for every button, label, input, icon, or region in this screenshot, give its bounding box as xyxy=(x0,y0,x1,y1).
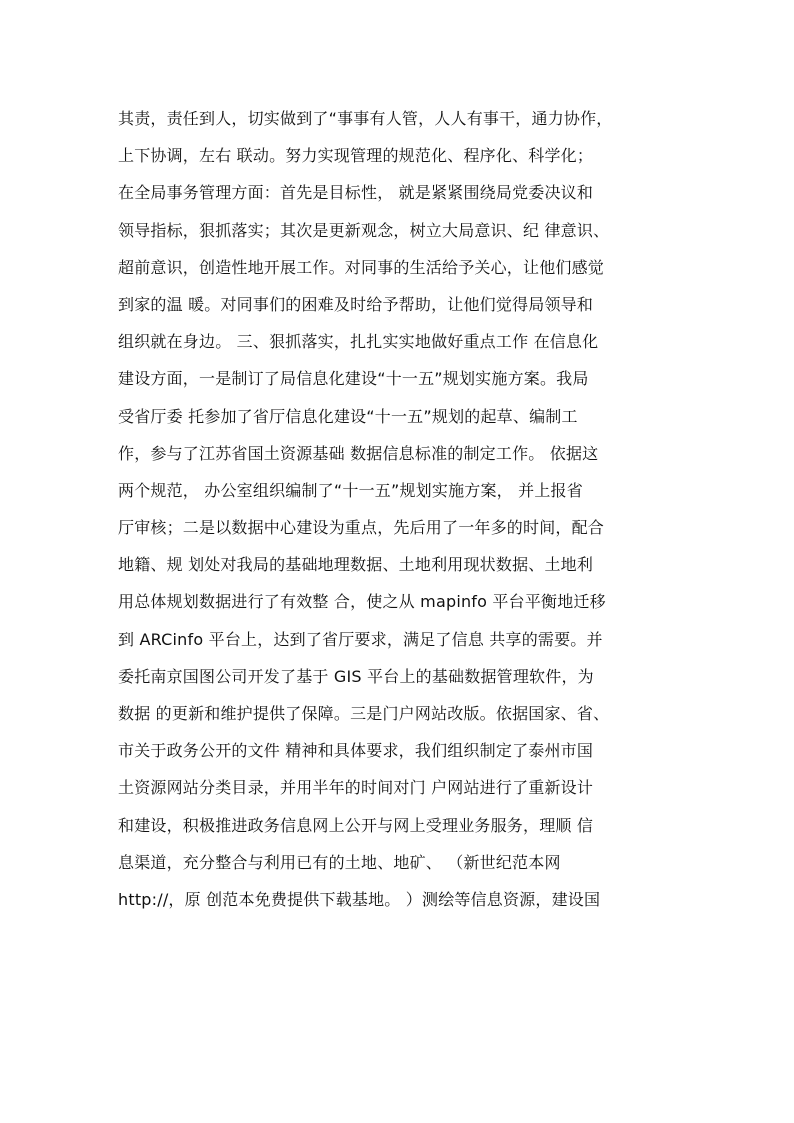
text-line-12: 厅审核；二是以数据中心建设为重点，先后用了一年多的时间，配合 xyxy=(118,518,605,538)
text-line-5: 超前意识，创造性地开展工作。对同事的生活给予关心，让他们感觉 xyxy=(118,257,605,277)
text-line-15: 到 ARCinfo 平台上，达到了省厅要求，满足了信息 共享的需要。并 xyxy=(118,629,603,649)
text-line-4: 领导指标，狠抓落实；其次是更新观念，树立大局意识、纪 律意识、 xyxy=(118,220,610,240)
text-line-14: 用总体规划数据进行了有效整 合，使之从 mapinfo 平台平衡地迁移 xyxy=(118,592,606,612)
text-line-16: 委托南京国图公司开发了基于 GIS 平台上的基础数据管理软件，为 xyxy=(118,666,594,686)
text-line-13: 地籍、规 划处对我局的基础地理数据、土地利用现状数据、土地利 xyxy=(118,555,594,575)
text-line-6: 到家的温 暖。对同事们的困难及时给予帮助，让他们觉得局领导和 xyxy=(118,294,594,314)
text-line-8: 建设方面，一是制订了局信息化建设“十一五”规划实施方案。我局 xyxy=(118,369,589,389)
text-line-19: 土资源网站分类目录，并用半年的时间对门 户网站进行了重新设计 xyxy=(118,778,594,798)
text-line-10: 作，参与了江苏省国土资源基础 数据信息标准的制定工作。 依据这 xyxy=(118,443,599,463)
text-line-18: 市关于政务公开的文件 精神和具体要求，我们组织制定了泰州市国 xyxy=(118,741,594,761)
text-line-9: 受省厅委 托参加了省厅信息化建设“十一五”规划的起草、编制工 xyxy=(118,406,578,426)
text-line-22: http://，原 创范本免费提供下载基地。 ）测绘等信息资源，建设国 xyxy=(118,889,601,909)
text-line-20: 和建设，积极推进政务信息网上公开与网上受理业务服务，理顺 信 xyxy=(118,815,594,835)
text-line-7: 组织就在身边。 三、狠抓落实，扎扎实实地做好重点工作 在信息化 xyxy=(118,332,599,352)
text-line-17: 数据 的更新和维护提供了保障。三是门户网站改版。依据国家、省、 xyxy=(118,704,610,723)
body-text xyxy=(118,100,688,918)
text-line-2: 上下协调，左右 联动。努力实现管理的规范化、程序化、科学化； xyxy=(118,146,594,166)
text-line-3: 在全局事务管理方面：首先是目标性， 就是紧紧围绕局党委决议和 xyxy=(118,183,594,203)
text-line-1: 其责，责任到人，切实做到了“事事有人管，人人有事干，通力协作， xyxy=(118,109,613,128)
text-line-11: 两个规范， 办公室组织编制了“十一五”规划实施方案， 并上报省 xyxy=(118,480,583,500)
text-line-21: 息渠道，充分整合与利用已有的土地、地矿、 （新世纪范本网 xyxy=(118,852,561,872)
